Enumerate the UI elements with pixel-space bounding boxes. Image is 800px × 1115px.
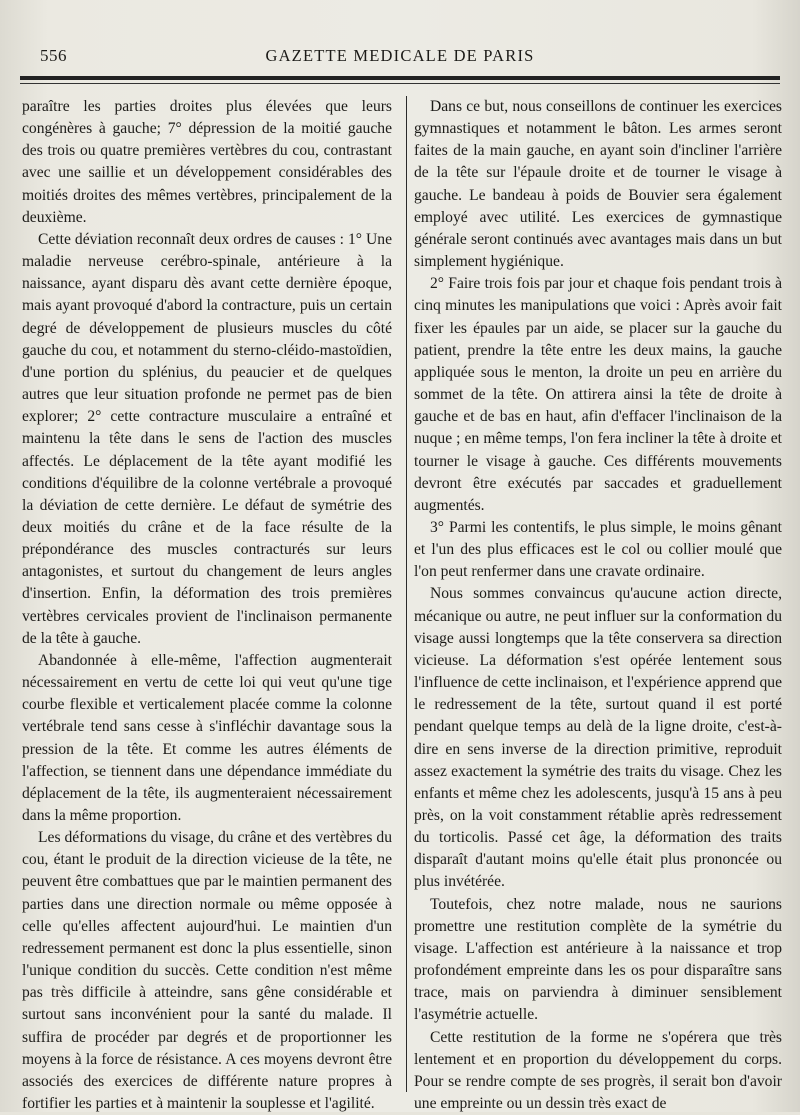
paragraph: Abandonnée à elle-même, l'affection augmenterait nécessairement en vertu de cette loi qui veut qu'une tige courbe flexible et verticalement placée comme la colonne vertébrale tend sans cesse à s'infléchir davantage sous la pression de la tête. Et comme les autres éléments de l'affection, se tiennent dans une dépendance immédiate du déplacement de la tête, ils augmenteraient nécessairement dans la même proportion. bbox=[22, 651, 392, 824]
journal-title: GAZETTE MEDICALE DE PARIS bbox=[265, 46, 535, 65]
paragraph: Les déformations du visage, du crâne et des vertèbres du cou, étant le produit de la direction vicieuse de la tête, ne peuvent être combattues que par le maintien permanent des parties dans une direction normale ou même opposée à celle qu'elles affectent aujourd'hui. Le maintien d'un redressement permanent est donc la plus essentielle, sinon l'unique condition du succès. Cette condition n'est même pas très difficile à atteindre, sans gêne considérable et surtout sans inconvénient pour la santé du malade. Il suffira de procéder par degrés et de proportionner les moyens à la force de résistance. A ces moyens devront être associés des exercices de différente nature propres à fortifier les parties et à maintenir la souplesse et l'agilité. bbox=[22, 829, 392, 1113]
paragraph: Nous sommes convaincus qu'aucune action directe, mécanique ou autre, ne peut influer sur la conformation du visage aussi longtemps que la tête conservera sa direction vicieuse. La déformation s'est opérée lentement sous l'influence de cette inclinaison, et l'expérience apprend que le redressement de la tête, surtout quand il est porté pendant quelque temps au delà de la ligne droite, c'est-à-dire en sens inverse de la direction primitive, reproduit assez exactement la symétrie des traits du visage. Chez les enfants et même chez les adolescents, jusqu'à 15 ans à peu près, on la voit constamment rétablie après redressement du torticolis. Passé cet âge, la déformation des traits disparaît d'autant moins qu'elle était plus prononcée ou plus invétérée. bbox=[414, 585, 782, 891]
paragraph: paraître les parties droites plus élevées que leurs congénères à gauche; 7° dépression de la moitié gauche des trois ou quatre premières vertèbres du cou, contrastant avec une saillie et un développement considérables des moitiés droites des mêmes vertèbres, principalement de la deuxième. bbox=[22, 98, 392, 226]
page-header bbox=[20, 44, 780, 70]
paragraph: 3° Parmi les contentifs, le plus simple, le moins gênant et l'un des plus efficaces est le col ou collier moulé que l'on peut renfermer dans une cravate ordinaire. bbox=[414, 518, 782, 581]
left-column bbox=[22, 96, 392, 1115]
paragraph: Cette restitution de la forme ne s'opérera que très lentement et en proportion du développement du corps. Pour se rendre compte de ses progrès, il serait bon d'avoir une empreinte ou un dessin très exact de bbox=[414, 1028, 782, 1113]
right-column bbox=[414, 96, 782, 1115]
paragraph: Dans ce but, nous conseillons de continuer les exercices gymnastiques et notamment le bâton. Les armes seront faites de la main gauche, en ayant soin d'incliner l'arrière de la tête sur l'épaule droite et de tourner le visage à gauche. Le bandeau à poids de Bouvier sera également employé avec utilité. Les exercices de gymnastique générale seront continués avec avantages mais dans un but simplement hygiénique. bbox=[414, 98, 782, 271]
paragraph: Toutefois, chez notre malade, nous ne saurions promettre une restitution complète de la symétrie du visage. L'affection est antérieure à la naissance et trop profondément empreinte dans les os pour disparaître sans trace, mais on parviendra à diminuer sensiblement l'asymétrie actuelle. bbox=[414, 895, 782, 1024]
paragraph: Cette déviation reconnaît deux ordres de causes : 1° Une maladie nerveuse cerébro-spinale, antérieure à la naissance, ayant disparu dès avant cette dernière époque, mais ayant provoqué d'abord la contracture, puis un certain degré de développement de plusieurs muscles du côté gauche du cou, et notamment du sterno-cléido-mastoïdien, d'une portion du splénius, du peaucier et de quelques autres que leur situation profonde ne permet pas de bien explorer; 2° cette contracture musculaire a entraîné et maintenu la tête dans le sens de l'action des muscles affectés. Le déplacement de la tête ayant modifié les conditions d'équilibre de la colonne vertébrale a provoqué la déviation de cette dernière. Le défaut de symétrie des deux moitiés du crâne et de la face résulte de la prépondérance des muscles contracturés sur leurs antagonistes, et surtout du changement de leurs angles d'insertion. Enfin, la déformation des trois premières vertèbres cervicales provient de l'inclinaison permanente de la tête à gauche. bbox=[22, 230, 392, 647]
header-rule-thin bbox=[20, 83, 780, 84]
header-rule-thick bbox=[20, 76, 780, 80]
page-number: 556 bbox=[40, 46, 67, 65]
column-divider bbox=[406, 96, 407, 1092]
paragraph: 2° Faire trois fois par jour et chaque fois pendant trois à cinq minutes les manipulations que voici : Après avoir fait fixer les épaules par un aide, se placer sur la gauche du patient, prendre la tête entre les deux mains, la gauche appliquée sous le menton, la droite un peu en arrière du sommet de la tête. On attirera ainsi la tête de droite à gauche et de bas en haut, afin d'effacer l'inclinaison de la nuque ; en même temps, l'on fera incliner la tête à droite et tourner le visage à gauche. Ces différents mouvements devront être exécutés par saccades et graduellement augmentés. bbox=[414, 275, 782, 514]
